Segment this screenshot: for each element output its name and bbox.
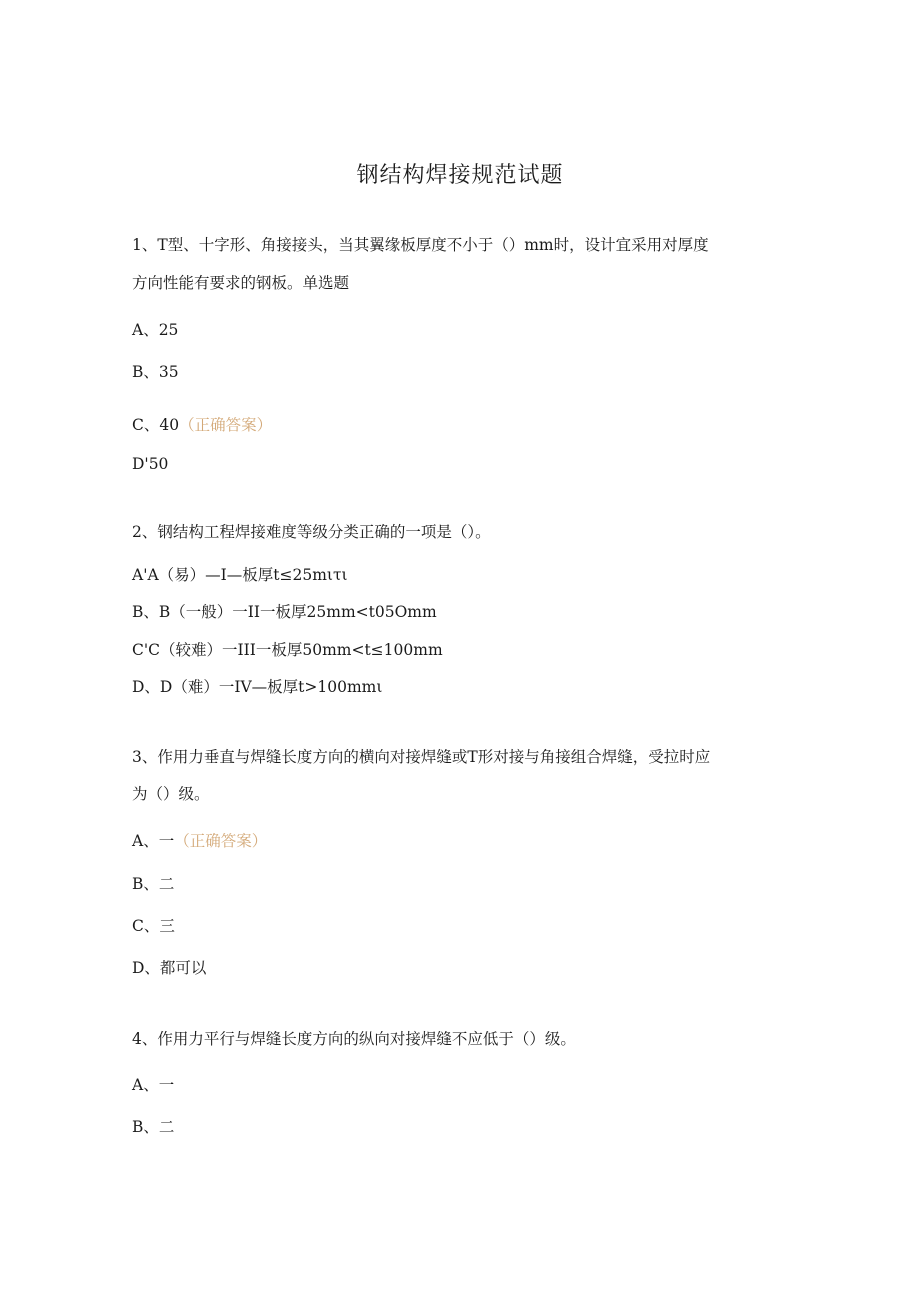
question-2-option-a — [132, 563, 348, 585]
option-text: A、25 — [132, 321, 179, 339]
question-2-option-c — [132, 638, 443, 660]
question-2-option-d — [132, 675, 382, 697]
option-text: B、B（一般）一II一板厚25mm<t05Omm — [132, 603, 437, 621]
option-text: C'C（较难）一III一板厚50mm<t≤100mm — [132, 641, 443, 659]
question-3-option-d — [132, 956, 206, 978]
option-text: C、40 — [132, 416, 180, 434]
question-4-option-b — [132, 1115, 174, 1137]
option-text: C、三 — [132, 917, 175, 935]
question-2-text: 2、钢结构工程焊接难度等级分类正确的一项是（）。 — [132, 523, 491, 541]
option-text: A、一 — [132, 832, 175, 850]
option-text: B、35 — [132, 363, 179, 381]
question-4-text: 4、作用力平行与焊缝长度方向的纵向对接焊缝不应低于（）级。 — [132, 1030, 576, 1048]
option-text: A'A（易）—I—板厚t≤25mιτι — [132, 566, 348, 584]
question-3-text-line-1: 3、作用力垂直与焊缝长度方向的横向对接焊缝或T形对接与角接组合焊缝，受拉时应 — [132, 748, 711, 766]
question-3-text-line-2: 为（）级。 — [132, 785, 210, 803]
option-text: D'50 — [132, 455, 169, 473]
question-1-option-d — [132, 455, 168, 473]
option-text: A、一 — [132, 1076, 175, 1094]
option-text: D、都可以 — [132, 959, 207, 977]
question-3-option-a — [132, 829, 267, 851]
question-1-option-c — [132, 413, 272, 435]
page-title: 钢结构焊接规范试题 — [356, 163, 564, 188]
correct-answer-mark: （正确答案） — [174, 832, 268, 850]
question-4-option-a — [132, 1073, 174, 1095]
question-1-option-a — [132, 318, 178, 340]
question-3-option-b — [132, 872, 174, 894]
option-text: B、二 — [132, 875, 175, 893]
question-3-option-c — [132, 914, 175, 936]
question-1-text-line-2: 方向性能有要求的钢板。单选题 — [132, 274, 350, 292]
question-1-option-b — [132, 360, 179, 382]
question-1-text-line-1: 1、T型、十字形、角接接头，当其翼缘板厚度不小于（）mm时，设计宜采用对厚度 — [132, 236, 709, 254]
correct-answer-mark: （正确答案） — [179, 416, 273, 434]
option-text: D、D（难）一IV—板厚t>100mmι — [132, 678, 383, 696]
option-text: B、二 — [132, 1118, 175, 1136]
question-2-option-b — [132, 600, 437, 622]
